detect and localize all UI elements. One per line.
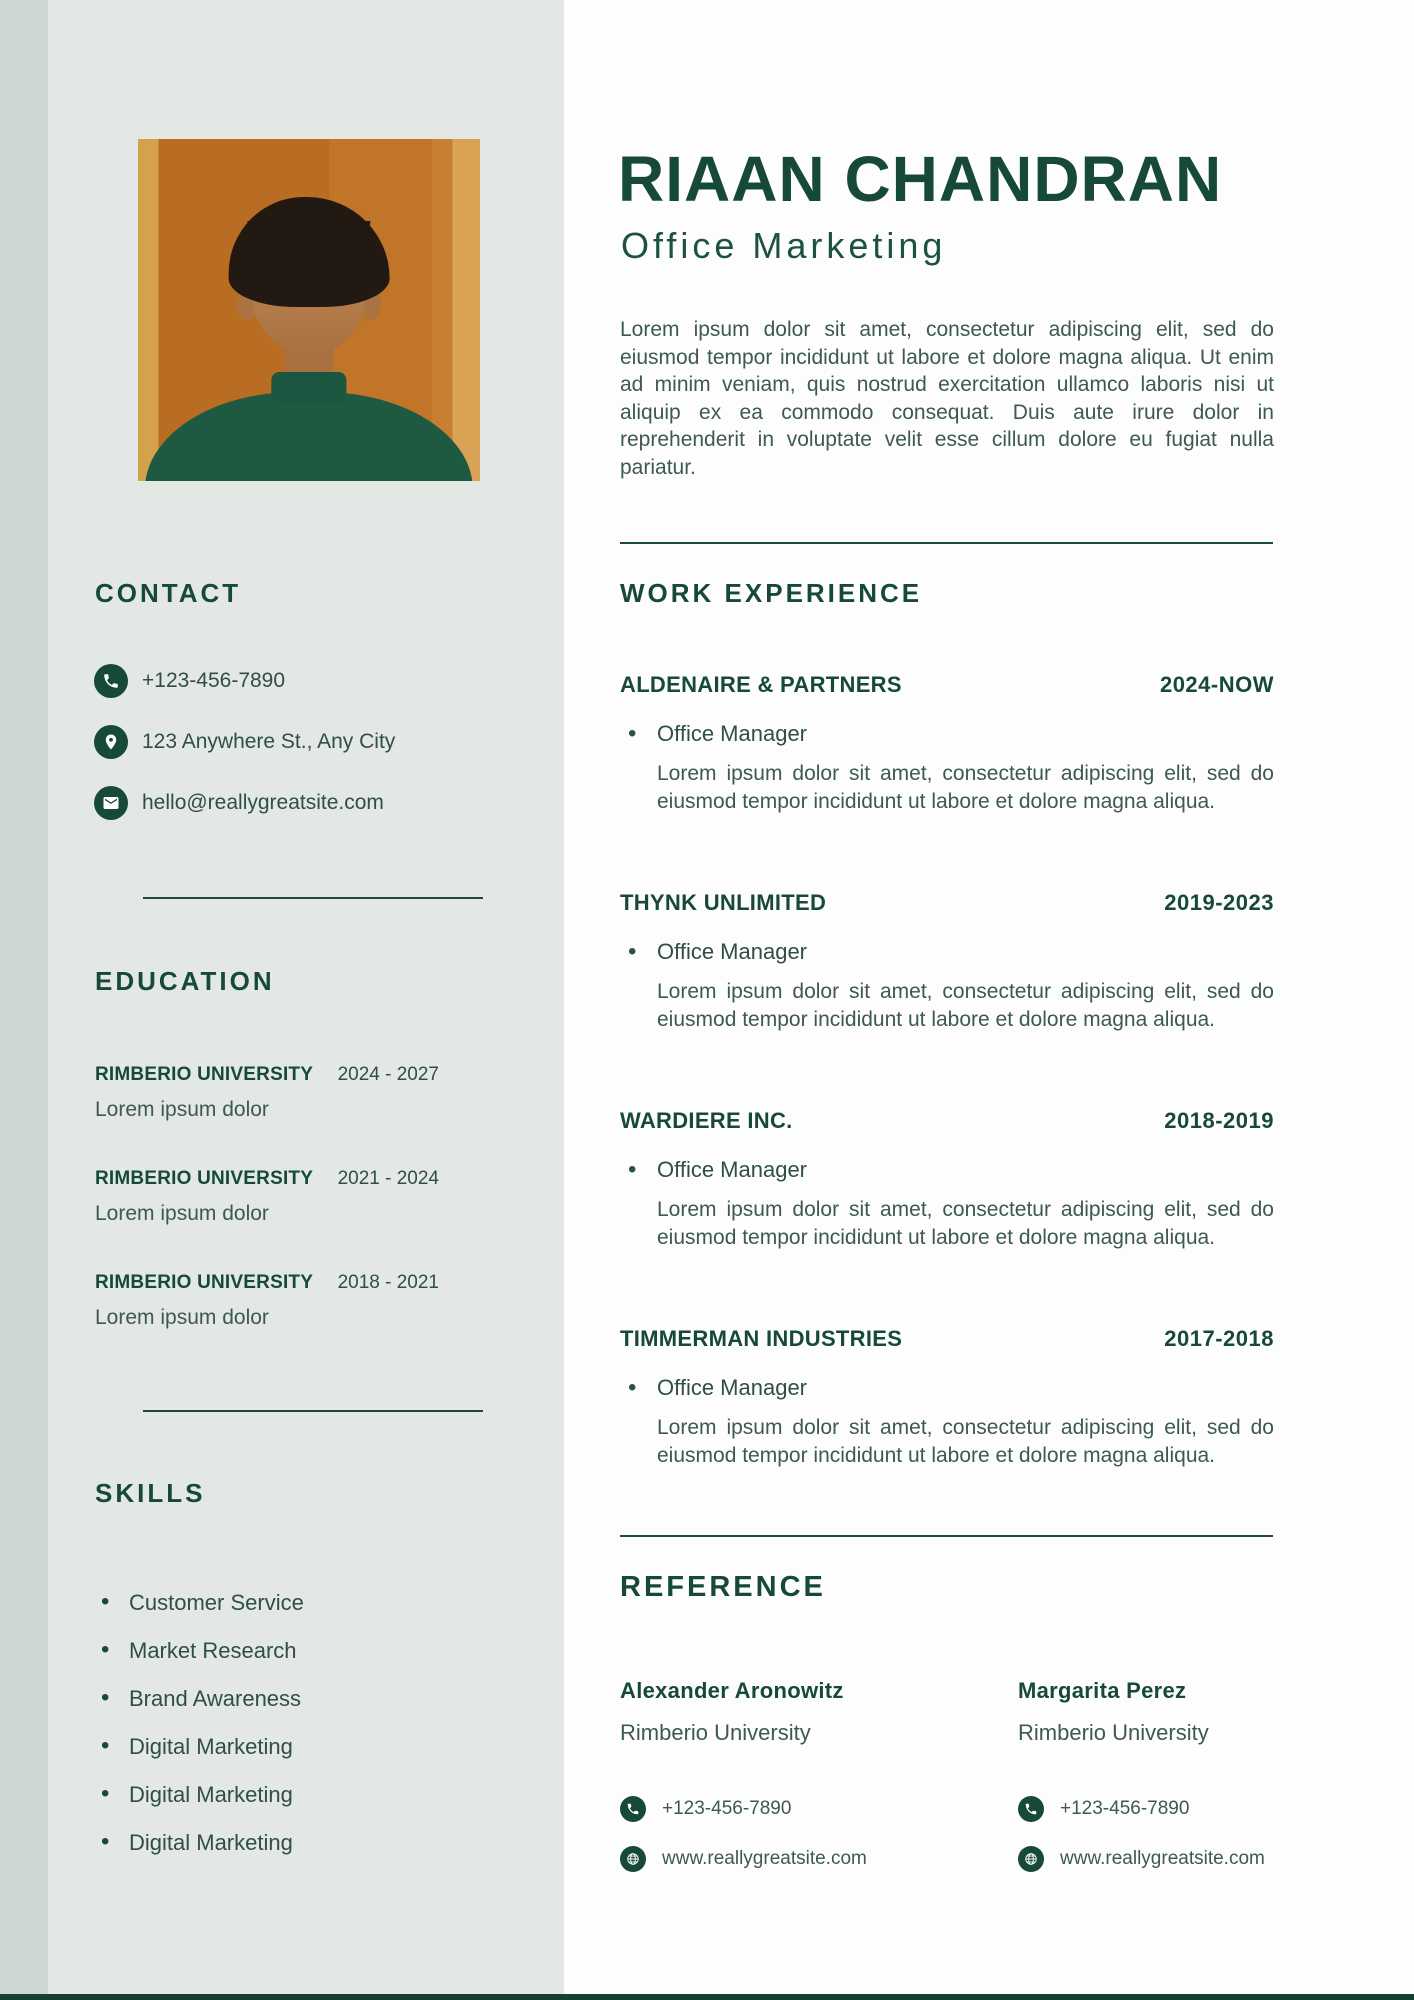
education-section-title: EDUCATION xyxy=(95,966,275,996)
education-note: Lorem ipsum dolor xyxy=(95,1306,269,1329)
reference-org: Rimberio University xyxy=(620,1720,811,1745)
experience-company: WARDIERE INC. xyxy=(620,1108,793,1133)
photo-collar xyxy=(271,372,346,403)
experience-description: Lorem ipsum dolor sit amet, consectetur adipiscing elit, sed do eiusmod tempor incididunt ut labore et dolore magna aliqua. xyxy=(657,1198,1274,1249)
education-dates: 2018 - 2021 xyxy=(337,1272,439,1293)
experience-entry xyxy=(620,1106,1274,1252)
work-experience-section-title: WORK EXPERIENCE xyxy=(620,578,923,608)
reference-entry xyxy=(620,1676,1010,1872)
photo-sweater xyxy=(145,392,473,481)
bullet-dot: • xyxy=(628,1374,637,1401)
experience-company: TIMMERMAN INDUSTRIES xyxy=(620,1326,903,1351)
education-entry xyxy=(95,1062,439,1123)
experience-entry xyxy=(620,888,1274,1034)
experience-company: THYNK UNLIMITED xyxy=(620,890,827,915)
person-job-title: Office Marketing xyxy=(621,225,947,266)
profile-summary: Lorem ipsum dolor sit amet, consectetur adipiscing elit, sed do eiusmod tempor incididunt ut labore et dolore magna aliqua. Ut enim ad minim veniam, quis nostrud exercitation ullamco laboris nisi ut aliquip ex ea commodo consequat. Duis aute irure dolor in reprehenderit in voluptate velit esse cillum dolore eu fugiat nulla pariatur. xyxy=(620,318,1274,479)
experience-company: ALDENAIRE & PARTNERS xyxy=(620,672,902,697)
experience-role: Office Manager xyxy=(657,1375,808,1400)
location-icon xyxy=(94,725,128,759)
globe-icon xyxy=(1018,1846,1044,1872)
experience-description: Lorem ipsum dolor sit amet, consectetur adipiscing elit, sed do eiusmod tempor incididunt ut labore et dolore magna aliqua. xyxy=(657,980,1274,1031)
experience-entry xyxy=(620,670,1274,816)
contact-email-text: hello@reallygreatsite.com xyxy=(142,791,384,814)
phone-icon xyxy=(1018,1796,1044,1822)
experience-description: Lorem ipsum dolor sit amet, consectetur adipiscing elit, sed do eiusmod tempor incididunt ut labore et dolore magna aliqua. xyxy=(657,1416,1274,1467)
bullet-dot: • xyxy=(628,938,637,965)
reference-org: Rimberio University xyxy=(1018,1720,1209,1745)
experience-dates: 2024-NOW xyxy=(1159,672,1274,697)
bullet-dot: • xyxy=(628,1156,637,1183)
contact-row-phone xyxy=(94,663,494,699)
sidebar-divider-2 xyxy=(143,1410,483,1412)
education-school: RIMBERIO UNIVERSITY xyxy=(95,1272,314,1293)
education-dates: 2024 - 2027 xyxy=(337,1064,439,1085)
reference-entry xyxy=(1018,1676,1408,1872)
reference-phone: +123-456-7890 xyxy=(662,1798,792,1819)
reference-website: www.reallygreatsite.com xyxy=(1060,1848,1265,1869)
reference-phone-row xyxy=(620,1796,1010,1822)
skills-section-title: SKILLS xyxy=(95,1478,206,1508)
skill-item: • Digital Marketing xyxy=(95,1782,455,1808)
experience-role: Office Manager xyxy=(657,939,808,964)
email-icon xyxy=(94,786,128,820)
skill-item: • Customer Service xyxy=(95,1590,455,1616)
skill-item: • Digital Marketing xyxy=(95,1830,455,1856)
bottom-accent-bar xyxy=(0,1994,1414,2000)
skills-list xyxy=(95,1590,455,1878)
experience-role: Office Manager xyxy=(657,721,808,746)
profile-photo xyxy=(138,139,480,481)
left-accent-strip xyxy=(0,0,48,2000)
skill-item: • Brand Awareness xyxy=(95,1686,455,1712)
bullet-dot: • xyxy=(628,720,637,747)
experience-entry xyxy=(620,1324,1274,1470)
person-name: RIAAN CHANDRAN xyxy=(618,143,1223,215)
experience-description: Lorem ipsum dolor sit amet, consectetur adipiscing elit, sed do eiusmod tempor incididunt ut labore et dolore magna aliqua. xyxy=(657,762,1274,813)
education-entry xyxy=(95,1270,439,1331)
education-list xyxy=(95,1062,439,1374)
contact-row-address xyxy=(94,724,494,760)
reference-name: Alexander Aronowitz xyxy=(620,1678,844,1703)
experience-dates: 2017-2018 xyxy=(1164,1326,1274,1351)
main-divider-2 xyxy=(620,1535,1273,1537)
contact-phone-text: +123-456-7890 xyxy=(142,669,286,692)
contact-section-title: CONTACT xyxy=(95,578,242,608)
phone-icon xyxy=(620,1796,646,1822)
sidebar-divider-1 xyxy=(143,897,483,899)
reference-website: www.reallygreatsite.com xyxy=(662,1848,867,1869)
experience-dates: 2018-2019 xyxy=(1164,1108,1274,1133)
education-note: Lorem ipsum dolor xyxy=(95,1202,269,1225)
reference-section-title: REFERENCE xyxy=(620,1571,826,1603)
globe-icon xyxy=(620,1846,646,1872)
experience-dates: 2019-2023 xyxy=(1164,890,1274,915)
skill-item: • Market Research xyxy=(95,1638,455,1664)
skill-item: • Digital Marketing xyxy=(95,1734,455,1760)
contact-row-email xyxy=(94,785,494,821)
reference-phone-row xyxy=(1018,1796,1408,1822)
education-entry xyxy=(95,1166,439,1227)
education-school: RIMBERIO UNIVERSITY xyxy=(95,1168,314,1189)
education-dates: 2021 - 2024 xyxy=(337,1168,439,1189)
reference-website-row xyxy=(620,1846,1010,1872)
reference-website-row xyxy=(1018,1846,1408,1872)
education-school: RIMBERIO UNIVERSITY xyxy=(95,1064,314,1085)
reference-name: Margarita Perez xyxy=(1018,1678,1187,1703)
reference-phone: +123-456-7890 xyxy=(1060,1798,1190,1819)
contact-list xyxy=(94,663,494,846)
education-note: Lorem ipsum dolor xyxy=(95,1098,269,1121)
contact-address-text: 123 Anywhere St., Any City xyxy=(142,730,396,753)
main-divider-1 xyxy=(620,542,1273,544)
phone-icon xyxy=(94,664,128,698)
experience-role: Office Manager xyxy=(657,1157,808,1182)
